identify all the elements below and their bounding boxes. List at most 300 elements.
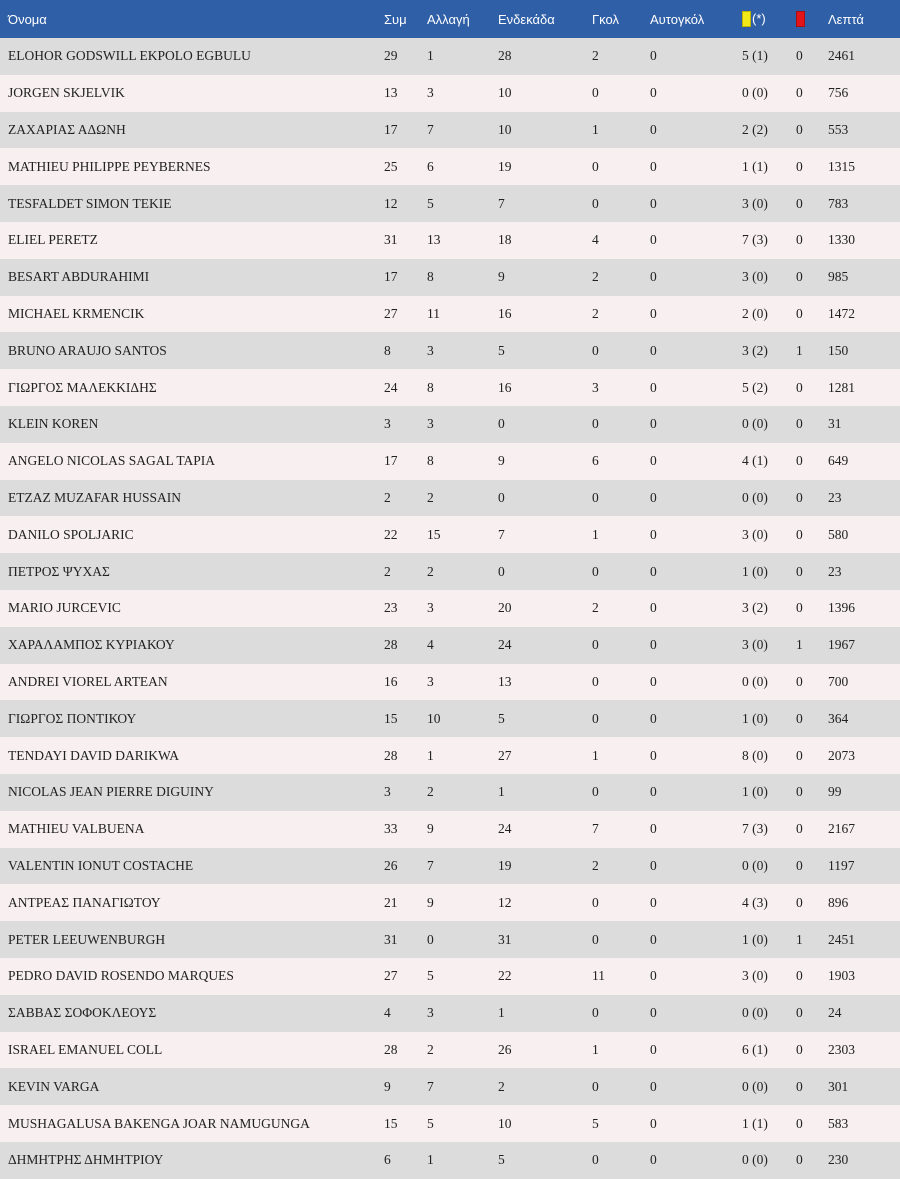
yellow-cards-value: 0 (0) [742, 1078, 768, 1094]
own-goals-value: 0 [650, 931, 657, 947]
subs-value: 8 [427, 379, 434, 395]
red-cards-value: 0 [796, 968, 803, 984]
player-name: PETER LEEUWENBURGH [8, 931, 166, 947]
subs-value: 3 [427, 1005, 434, 1021]
own-goals-value: 0 [650, 821, 657, 837]
header-yellow-cards[interactable] [734, 0, 788, 38]
starts-value: 28 [498, 48, 512, 64]
minutes-value: 783 [828, 195, 849, 211]
yellow-cards-value: 1 (0) [742, 563, 768, 579]
red-cards-value: 0 [796, 600, 803, 616]
apps-value: 28 [384, 1041, 398, 1057]
own-goals-value: 0 [650, 857, 657, 873]
subs-value: 2 [427, 1041, 434, 1057]
own-goals-value: 0 [650, 747, 657, 763]
own-goals-value: 0 [650, 158, 657, 174]
minutes-value: 649 [828, 453, 849, 469]
subs-value: 7 [427, 121, 434, 137]
player-name: ΓΙΩΡΓΟΣ ΜΑΛΕΚΚΙΔΗΣ [8, 379, 157, 395]
yellow-cards-value: 1 (1) [742, 158, 768, 174]
minutes-value: 1281 [828, 379, 855, 395]
apps-value: 12 [384, 195, 398, 211]
own-goals-value: 0 [650, 269, 657, 285]
player-name: VALENTIN IONUT COSTACHE [8, 857, 194, 873]
table-row[interactable] [0, 185, 900, 222]
minutes-value: 700 [828, 673, 849, 689]
subs-value: 5 [427, 968, 434, 984]
subs-value: 8 [427, 453, 434, 469]
red-card-icon [796, 11, 805, 27]
starts-value: 19 [498, 857, 512, 873]
red-cards-value: 0 [796, 121, 803, 137]
goals-value: 0 [592, 195, 599, 211]
table-row[interactable] [0, 848, 900, 885]
apps-value: 33 [384, 821, 398, 837]
apps-value: 15 [384, 710, 398, 726]
table-row[interactable] [0, 1032, 900, 1069]
red-cards-value: 0 [796, 821, 803, 837]
goals-value: 7 [592, 821, 599, 837]
yellow-cards-value: 0 (0) [742, 673, 768, 689]
minutes-value: 985 [828, 269, 849, 285]
table-row[interactable] [0, 1105, 900, 1142]
minutes-value: 31 [828, 416, 842, 432]
goals-value: 4 [592, 232, 599, 248]
yellow-cards-value: 1 (0) [742, 784, 768, 800]
goals-value: 3 [592, 379, 599, 395]
starts-value: 5 [498, 710, 505, 726]
player-name: MATHIEU VALBUENA [8, 821, 145, 837]
own-goals-value: 0 [650, 673, 657, 689]
header-apps[interactable]: Συμ [384, 11, 407, 27]
subs-value: 1 [427, 747, 434, 763]
header-own-goals[interactable]: Αυτογκόλ [650, 11, 705, 27]
table-row[interactable] [0, 406, 900, 443]
minutes-value: 230 [828, 1152, 849, 1168]
red-cards-value: 0 [796, 232, 803, 248]
apps-value: 24 [384, 379, 398, 395]
yellow-cards-value: 3 (0) [742, 195, 768, 211]
goals-value: 2 [592, 600, 599, 616]
goals-value: 0 [592, 158, 599, 174]
goals-value: 1 [592, 121, 599, 137]
player-name: ELIEL PERETZ [8, 232, 98, 248]
player-name: ΖΑΧΑΡΙΑΣ ΑΔΩΝΗ [8, 121, 126, 137]
yellow-cards-value: 3 (0) [742, 637, 768, 653]
apps-value: 8 [384, 342, 391, 358]
minutes-value: 2073 [828, 747, 855, 763]
own-goals-value: 0 [650, 526, 657, 542]
yellow-cards-value: 0 (0) [742, 85, 768, 101]
apps-value: 27 [384, 305, 398, 321]
yellow-cards-value: 4 (3) [742, 894, 768, 910]
table-row[interactable] [0, 590, 900, 627]
apps-value: 13 [384, 85, 398, 101]
subs-value: 1 [427, 1152, 434, 1168]
red-cards-value: 0 [796, 1115, 803, 1131]
goals-value: 0 [592, 563, 599, 579]
apps-value: 28 [384, 747, 398, 763]
starts-value: 26 [498, 1041, 512, 1057]
starts-value: 18 [498, 232, 512, 248]
yellow-cards-value: 3 (2) [742, 600, 768, 616]
own-goals-value: 0 [650, 416, 657, 432]
apps-value: 2 [384, 489, 391, 505]
starts-value: 9 [498, 453, 505, 469]
starts-value: 13 [498, 673, 512, 689]
starts-value: 0 [498, 416, 505, 432]
table-header-row [0, 0, 900, 38]
apps-value: 26 [384, 857, 398, 873]
apps-value: 17 [384, 121, 398, 137]
red-cards-value: 0 [796, 1005, 803, 1021]
red-cards-value: 0 [796, 416, 803, 432]
player-name: BRUNO ARAUJO SANTOS [8, 342, 167, 358]
player-name: ETZAZ MUZAFAR HUSSAIN [8, 489, 182, 505]
subs-value: 9 [427, 821, 434, 837]
minutes-value: 1330 [828, 232, 855, 248]
yellow-cards-value: 8 (0) [742, 747, 768, 763]
header-minutes[interactable]: Λεπτά [828, 11, 864, 27]
player-name: MUSHAGALUSA BAKENGA JOAR NAMUGUNGA [8, 1115, 310, 1131]
yellow-cards-value: 0 (0) [742, 416, 768, 432]
yellow-cards-value: 7 (3) [742, 821, 768, 837]
table-row[interactable] [0, 369, 900, 406]
red-cards-value: 0 [796, 1041, 803, 1057]
apps-value: 28 [384, 637, 398, 653]
own-goals-value: 0 [650, 563, 657, 579]
subs-value: 10 [427, 710, 441, 726]
player-name: KLEIN KOREN [8, 416, 99, 432]
apps-value: 6 [384, 1152, 391, 1168]
own-goals-value: 0 [650, 1078, 657, 1094]
starts-value: 24 [498, 821, 512, 837]
subs-value: 15 [427, 526, 441, 542]
minutes-value: 99 [828, 784, 842, 800]
subs-value: 3 [427, 342, 434, 358]
goals-value: 0 [592, 1078, 599, 1094]
goals-value: 0 [592, 710, 599, 726]
own-goals-value: 0 [650, 489, 657, 505]
own-goals-value: 0 [650, 600, 657, 616]
goals-value: 0 [592, 342, 599, 358]
apps-value: 31 [384, 232, 398, 248]
own-goals-value: 0 [650, 85, 657, 101]
player-name: MATHIEU PHILIPPE PEYBERNES [8, 158, 211, 174]
yellow-cards-value: 0 (0) [742, 1152, 768, 1168]
table-row[interactable] [0, 811, 900, 848]
subs-value: 9 [427, 894, 434, 910]
goals-value: 2 [592, 857, 599, 873]
own-goals-value: 0 [650, 48, 657, 64]
subs-value: 5 [427, 195, 434, 211]
goals-value: 0 [592, 784, 599, 800]
red-cards-value: 0 [796, 1152, 803, 1168]
header-red-cards[interactable] [788, 0, 820, 38]
minutes-value: 150 [828, 342, 849, 358]
goals-value: 0 [592, 1005, 599, 1021]
player-name: MARIO JURCEVIC [8, 600, 121, 616]
table-row[interactable] [0, 222, 900, 259]
subs-value: 8 [427, 269, 434, 285]
yellow-cards-value: 0 (0) [742, 857, 768, 873]
red-cards-value: 0 [796, 305, 803, 321]
table-row[interactable] [0, 38, 900, 75]
starts-value: 7 [498, 195, 505, 211]
player-name: ΑΝΤΡΕΑΣ ΠΑΝΑΓΙΩΤΟΥ [8, 894, 161, 910]
player-name: ANDREI VIOREL ARTEAN [8, 673, 168, 689]
red-cards-value: 1 [796, 342, 803, 358]
starts-value: 2 [498, 1078, 505, 1094]
apps-value: 4 [384, 1005, 391, 1021]
goals-value: 0 [592, 1152, 599, 1168]
table-row[interactable] [0, 995, 900, 1032]
red-cards-value: 0 [796, 195, 803, 211]
apps-value: 21 [384, 894, 398, 910]
subs-value: 0 [427, 931, 434, 947]
yellow-cards-value: 7 (3) [742, 232, 768, 248]
minutes-value: 553 [828, 121, 849, 137]
subs-value: 4 [427, 637, 434, 653]
yellow-cards-value: 5 (1) [742, 48, 768, 64]
starts-value: 31 [498, 931, 512, 947]
yellow-cards-value: 1 (0) [742, 710, 768, 726]
own-goals-value: 0 [650, 1152, 657, 1168]
starts-value: 1 [498, 784, 505, 800]
minutes-value: 1396 [828, 600, 855, 616]
player-name: TESFALDET SIMON TEKIE [8, 195, 172, 211]
player-name: ANGELO NICOLAS SAGAL TAPIA [8, 453, 216, 469]
minutes-value: 1315 [828, 158, 855, 174]
minutes-value: 23 [828, 563, 842, 579]
starts-value: 22 [498, 968, 512, 984]
player-name: DANILO SPOLJARIC [8, 526, 134, 542]
subs-value: 7 [427, 857, 434, 873]
minutes-value: 1197 [828, 857, 855, 873]
yellow-cards-value: 3 (0) [742, 526, 768, 542]
minutes-value: 364 [828, 710, 849, 726]
table-row[interactable] [0, 259, 900, 296]
player-name: BESART ABDURAHIMI [8, 269, 150, 285]
table-row[interactable] [0, 443, 900, 480]
minutes-value: 301 [828, 1078, 849, 1094]
table-row[interactable] [0, 75, 900, 112]
player-name: ΓΙΩΡΓΟΣ ΠΟΝΤΙΚΟΥ [8, 710, 137, 726]
goals-value: 2 [592, 48, 599, 64]
starts-value: 0 [498, 563, 505, 579]
goals-value: 2 [592, 269, 599, 285]
red-cards-value: 0 [796, 158, 803, 174]
table-row[interactable] [0, 700, 900, 737]
table-row[interactable] [0, 1142, 900, 1179]
red-cards-value: 0 [796, 857, 803, 873]
player-name: MICHAEL KRMENCIK [8, 305, 145, 321]
table-row[interactable] [0, 148, 900, 185]
goals-value: 5 [592, 1115, 599, 1131]
subs-value: 11 [427, 305, 440, 321]
table-row[interactable] [0, 296, 900, 333]
minutes-value: 2461 [828, 48, 855, 64]
starts-value: 5 [498, 1152, 505, 1168]
apps-value: 31 [384, 931, 398, 947]
subs-value: 3 [427, 416, 434, 432]
own-goals-value: 0 [650, 894, 657, 910]
player-name: ISRAEL EMANUEL COLL [8, 1041, 163, 1057]
minutes-value: 2451 [828, 931, 855, 947]
header-goals[interactable]: Γκολ [592, 11, 619, 27]
goals-value: 1 [592, 1041, 599, 1057]
own-goals-value: 0 [650, 710, 657, 726]
table-row[interactable] [0, 921, 900, 958]
table-row[interactable] [0, 332, 900, 369]
red-cards-value: 0 [796, 710, 803, 726]
minutes-value: 23 [828, 489, 842, 505]
red-cards-value: 0 [796, 784, 803, 800]
header-starts[interactable]: Ενδεκάδα [498, 11, 555, 27]
goals-value: 0 [592, 416, 599, 432]
table-row[interactable] [0, 664, 900, 701]
apps-value: 27 [384, 968, 398, 984]
yellow-card-icon [742, 11, 751, 27]
own-goals-value: 0 [650, 305, 657, 321]
starts-value: 0 [498, 489, 505, 505]
apps-value: 29 [384, 48, 398, 64]
apps-value: 2 [384, 563, 391, 579]
goals-value: 0 [592, 85, 599, 101]
apps-value: 3 [384, 416, 391, 432]
yellow-cards-value: 0 (0) [742, 1005, 768, 1021]
own-goals-value: 0 [650, 1005, 657, 1021]
goals-value: 6 [592, 453, 599, 469]
player-name: NICOLAS JEAN PIERRE DIGUINY [8, 784, 214, 800]
own-goals-value: 0 [650, 637, 657, 653]
yellow-cards-value: 5 (2) [742, 379, 768, 395]
red-cards-value: 0 [796, 269, 803, 285]
subs-value: 2 [427, 563, 434, 579]
player-name: PEDRO DAVID ROSENDO MARQUES [8, 968, 234, 984]
goals-value: 11 [592, 968, 605, 984]
subs-value: 2 [427, 489, 434, 505]
table-row[interactable] [0, 627, 900, 664]
goals-value: 0 [592, 489, 599, 505]
minutes-value: 2303 [828, 1041, 855, 1057]
red-cards-value: 0 [796, 379, 803, 395]
goals-value: 1 [592, 526, 599, 542]
player-name: KEVIN VARGA [8, 1078, 100, 1094]
own-goals-value: 0 [650, 232, 657, 248]
minutes-value: 2167 [828, 821, 855, 837]
player-name: ΔΗΜΗΤΡΗΣ ΔΗΜΗΤΡΙΟΥ [8, 1152, 164, 1168]
table-row[interactable] [0, 958, 900, 995]
starts-value: 10 [498, 1115, 512, 1131]
starts-value: 5 [498, 342, 505, 358]
red-cards-value: 0 [796, 747, 803, 763]
red-cards-value: 1 [796, 931, 803, 947]
subs-value: 13 [427, 232, 441, 248]
yellow-cards-value: 4 (1) [742, 453, 768, 469]
red-cards-value: 0 [796, 1078, 803, 1094]
header-name[interactable]: Όνομα [8, 11, 47, 27]
header-subs[interactable]: Αλλαγή [427, 11, 470, 27]
own-goals-value: 0 [650, 195, 657, 211]
red-cards-value: 0 [796, 453, 803, 469]
starts-value: 20 [498, 600, 512, 616]
starts-value: 9 [498, 269, 505, 285]
minutes-value: 24 [828, 1005, 842, 1021]
red-cards-value: 0 [796, 85, 803, 101]
table-row[interactable] [0, 112, 900, 149]
apps-value: 23 [384, 600, 398, 616]
starts-value: 10 [498, 85, 512, 101]
table-body [0, 38, 900, 1179]
table-row[interactable] [0, 774, 900, 811]
yellow-cards-value: 3 (0) [742, 269, 768, 285]
red-cards-value: 0 [796, 526, 803, 542]
minutes-value: 1472 [828, 305, 855, 321]
own-goals-value: 0 [650, 453, 657, 469]
table-row[interactable] [0, 884, 900, 921]
subs-value: 7 [427, 1078, 434, 1094]
minutes-value: 583 [828, 1115, 849, 1131]
starts-value: 1 [498, 1005, 505, 1021]
own-goals-value: 0 [650, 379, 657, 395]
own-goals-value: 0 [650, 121, 657, 137]
goals-value: 0 [592, 673, 599, 689]
player-name: ΣΑΒΒΑΣ ΣΟΦΟΚΛΕΟΥΣ [8, 1005, 157, 1021]
player-name: JORGEN SKJELVIK [8, 85, 125, 101]
player-name: ELOHOR GODSWILL EKPOLO EGBULU [8, 48, 251, 64]
yellow-cards-value: 1 (1) [742, 1115, 768, 1131]
minutes-value: 896 [828, 894, 849, 910]
red-cards-value: 0 [796, 563, 803, 579]
goals-value: 0 [592, 637, 599, 653]
table-row[interactable] [0, 737, 900, 774]
subs-value: 2 [427, 784, 434, 800]
red-cards-value: 0 [796, 673, 803, 689]
subs-value: 5 [427, 1115, 434, 1131]
table-row[interactable] [0, 480, 900, 517]
red-cards-value: 1 [796, 637, 803, 653]
apps-value: 17 [384, 269, 398, 285]
player-name: TENDAYI DAVID DARIKWA [8, 747, 179, 763]
goals-value: 1 [592, 747, 599, 763]
table-row[interactable] [0, 516, 900, 553]
minutes-value: 756 [828, 85, 849, 101]
minutes-value: 1903 [828, 968, 855, 984]
red-cards-value: 0 [796, 489, 803, 505]
goals-value: 0 [592, 894, 599, 910]
red-cards-value: 0 [796, 48, 803, 64]
yellow-cards-value: 2 (2) [742, 121, 768, 137]
goals-value: 0 [592, 931, 599, 947]
starts-value: 24 [498, 637, 512, 653]
yellow-cards-value: 3 (2) [742, 342, 768, 358]
header-yellow-label: (*) [752, 10, 766, 26]
own-goals-value: 0 [650, 784, 657, 800]
subs-value: 1 [427, 48, 434, 64]
starts-value: 19 [498, 158, 512, 174]
yellow-cards-value: 1 (0) [742, 931, 768, 947]
subs-value: 3 [427, 85, 434, 101]
own-goals-value: 0 [650, 1115, 657, 1131]
table-row[interactable] [0, 1068, 900, 1105]
apps-value: 22 [384, 526, 398, 542]
subs-value: 3 [427, 600, 434, 616]
starts-value: 16 [498, 379, 512, 395]
minutes-value: 1967 [828, 637, 855, 653]
yellow-cards-value: 2 (0) [742, 305, 768, 321]
table-row[interactable] [0, 553, 900, 590]
